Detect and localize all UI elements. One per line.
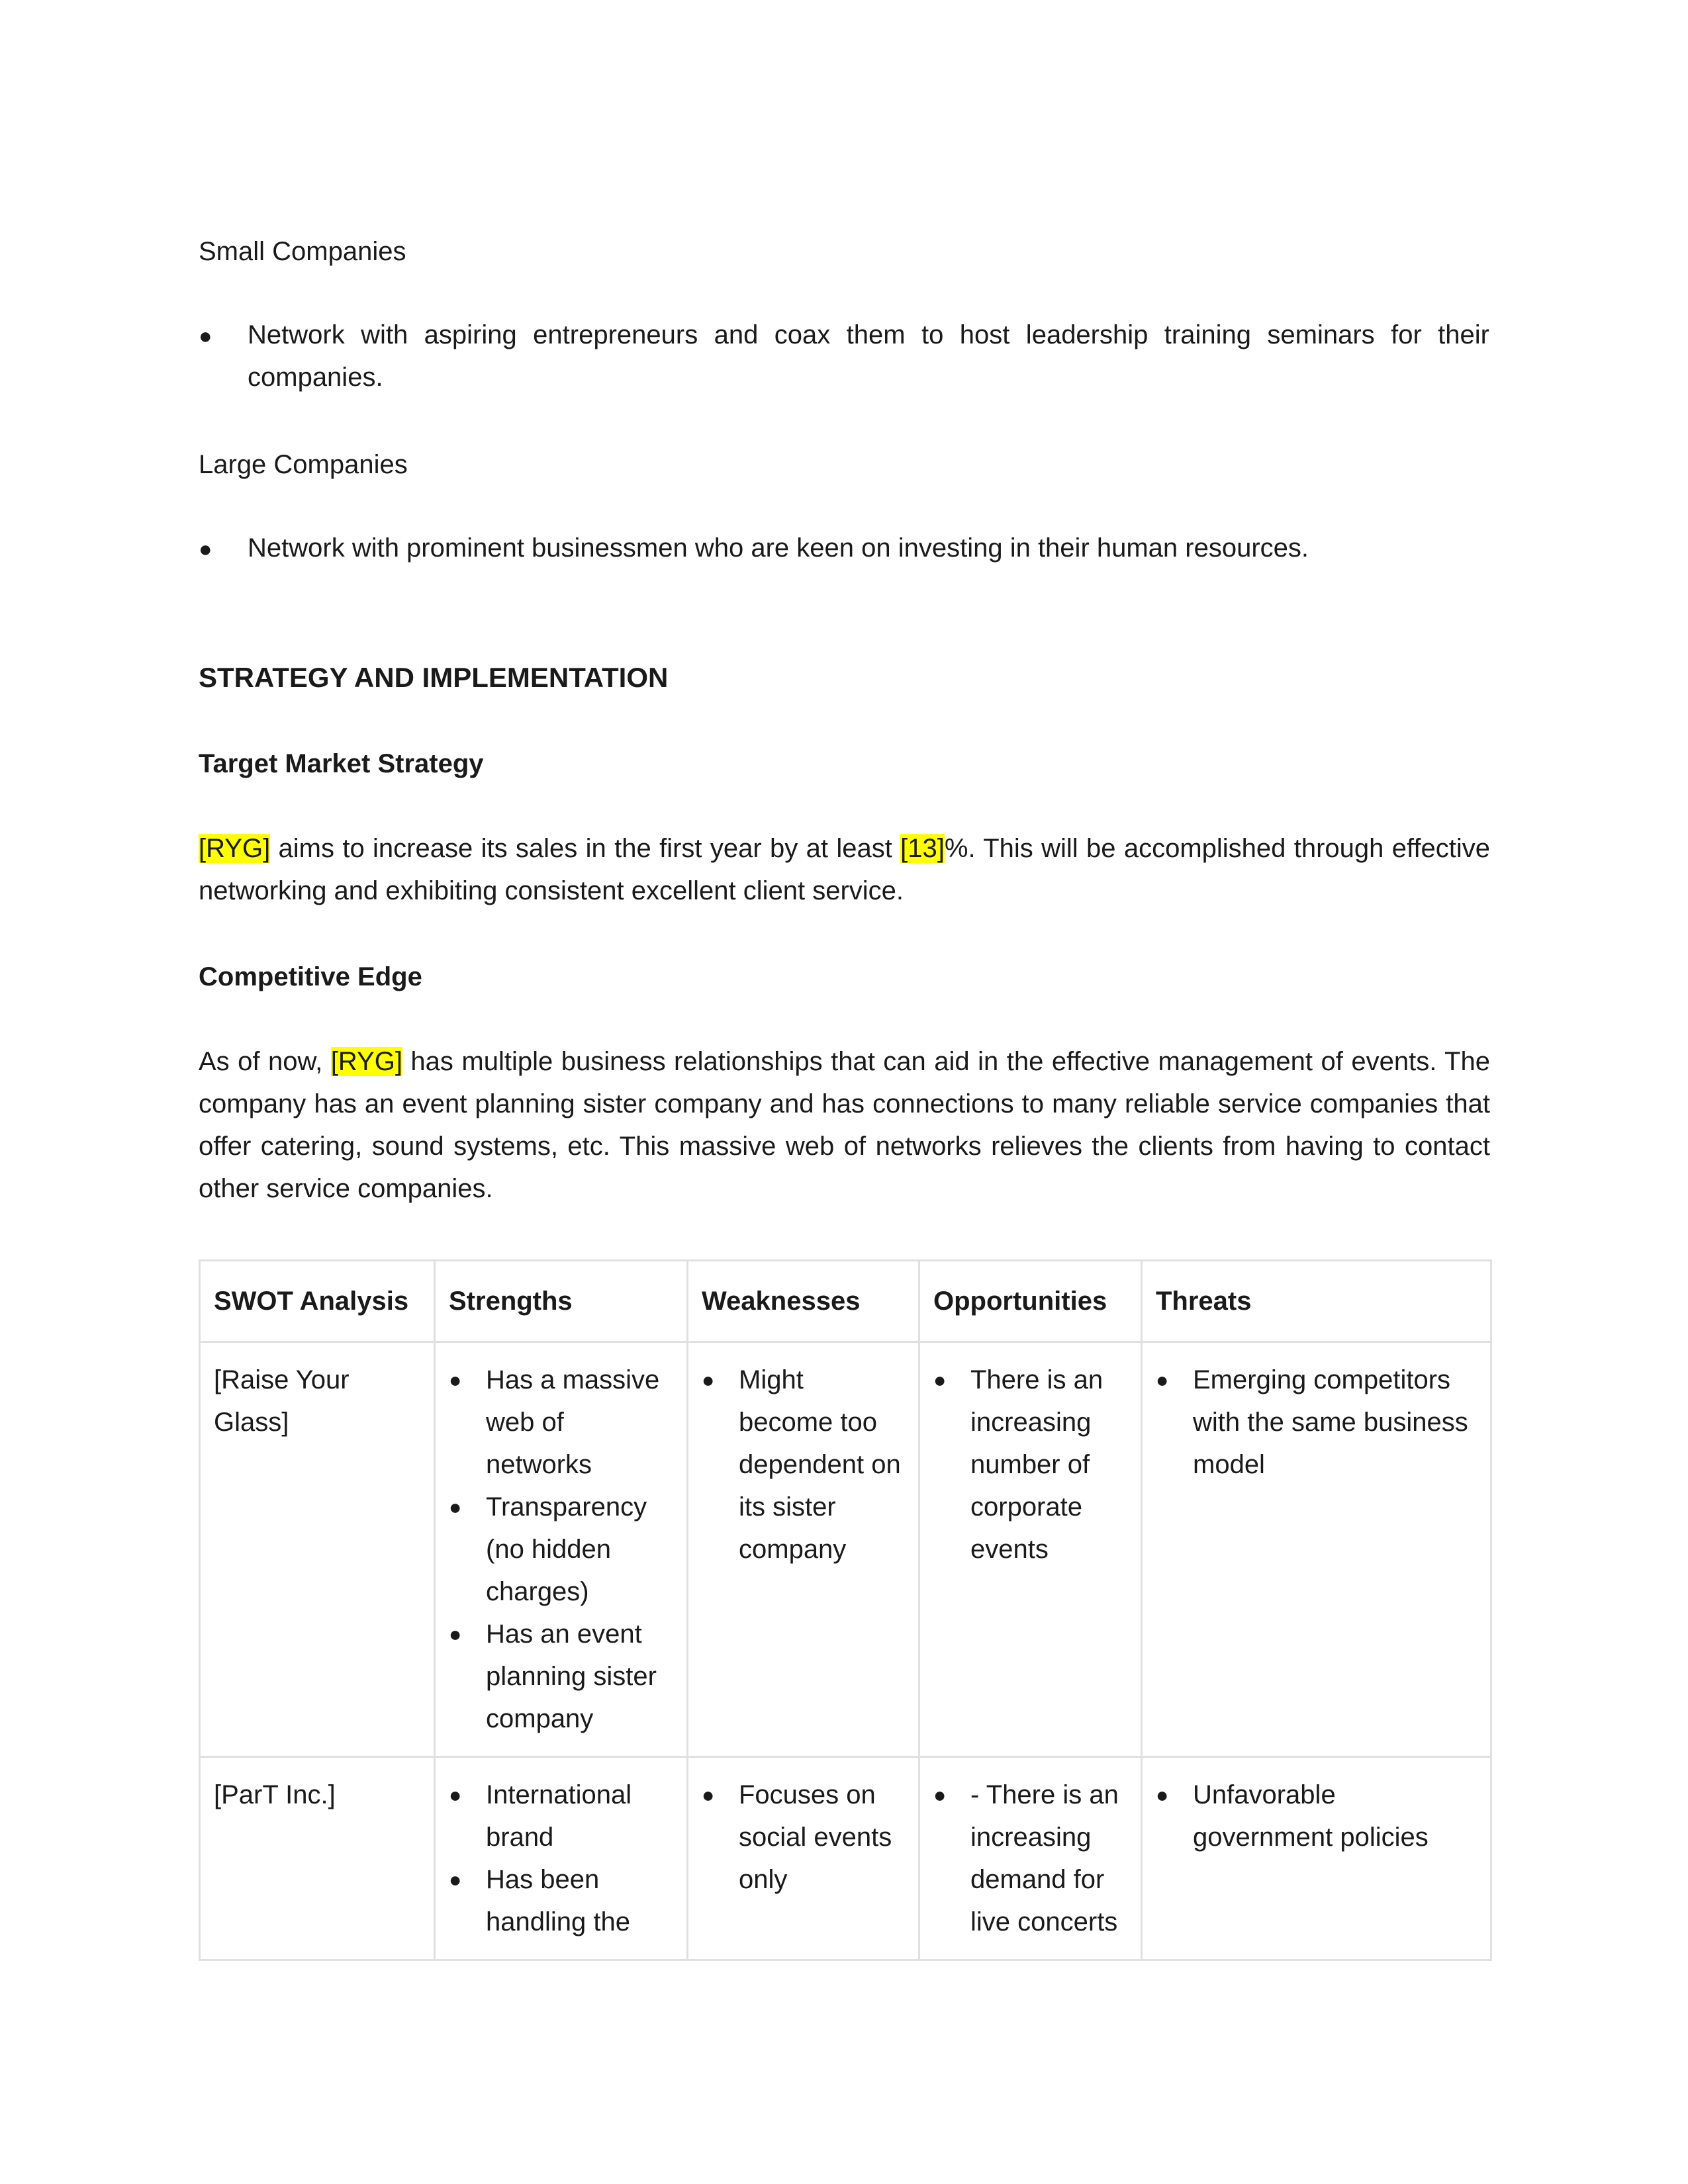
small-companies-bullet-text: Network with aspiring entrepreneurs and coax them to host leadership training seminars for their companies. bbox=[248, 320, 1489, 392]
highlight-percent: [13] bbox=[900, 834, 945, 863]
table-header-row bbox=[200, 1261, 1491, 1342]
list-item: ● International brand bbox=[449, 1774, 673, 1858]
strengths-cell bbox=[435, 1342, 688, 1757]
header-weaknesses: Weaknesses bbox=[688, 1261, 919, 1342]
company-name: [Raise Your Glass] bbox=[200, 1342, 435, 1757]
header-swot-analysis: SWOT Analysis bbox=[200, 1261, 435, 1342]
paragraph-text: has multiple business relationships that can aid in the effective management of events. The company has an event planning sister company and has connections to many reliable service companies that offer catering, sound systems, etc. This massive web of networks relieves the clients from having to contact other service companies. bbox=[199, 1047, 1490, 1203]
highlight-ryg: [RYG] bbox=[330, 1047, 402, 1076]
header-threats: Threats bbox=[1142, 1261, 1491, 1342]
section-title: STRATEGY AND IMPLEMENTATION bbox=[199, 662, 669, 693]
bullet-icon: ● bbox=[199, 324, 212, 349]
list-item: ● - There is an increasing demand for live concerts bbox=[933, 1774, 1127, 1943]
small-companies-heading: Small Companies bbox=[199, 237, 406, 266]
list-item: ● Transparency (no hidden charges) bbox=[449, 1486, 673, 1613]
weaknesses-cell bbox=[688, 1757, 919, 1960]
company-name: [ParT Inc.] bbox=[200, 1757, 435, 1960]
highlight-ryg: [RYG] bbox=[199, 834, 271, 863]
opportunities-cell bbox=[919, 1757, 1142, 1960]
strengths-cell bbox=[435, 1757, 688, 1960]
weaknesses-cell bbox=[688, 1342, 919, 1757]
list-item: ● There is an increasing number of corporate events bbox=[933, 1359, 1127, 1570]
large-companies-bullet-text: Network with prominent businessmen who are keen on investing in their human resources. bbox=[248, 533, 1309, 563]
list-item: ● Has been handling the bbox=[449, 1858, 673, 1943]
competitive-edge-heading: Competitive Edge bbox=[199, 962, 422, 991]
competitive-edge-paragraph bbox=[199, 1040, 1490, 1210]
table-row bbox=[200, 1757, 1491, 1960]
paragraph-text: %. This will be accomplished through effective networking and exhibiting consistent excellent client service. bbox=[199, 834, 1491, 905]
list-item: ● Has a massive web of networks bbox=[449, 1359, 673, 1486]
list-item: ● Has an event planning sister company bbox=[449, 1613, 673, 1740]
header-opportunities: Opportunities bbox=[919, 1261, 1142, 1342]
paragraph-text: aims to increase its sales in the first year by at least bbox=[270, 834, 901, 863]
threats-cell bbox=[1142, 1757, 1491, 1960]
paragraph-text: As of now, bbox=[199, 1047, 331, 1076]
bullet-icon: ● bbox=[199, 537, 212, 562]
list-item: ● Might become too dependent on its sister company bbox=[702, 1359, 905, 1570]
header-strengths: Strengths bbox=[435, 1261, 688, 1342]
target-market-heading: Target Market Strategy bbox=[199, 749, 484, 778]
opportunities-cell bbox=[919, 1342, 1142, 1757]
target-market-paragraph bbox=[199, 827, 1490, 912]
threats-cell bbox=[1142, 1342, 1491, 1757]
list-item: ● Emerging competitors with the same business model bbox=[1156, 1359, 1477, 1486]
large-companies-heading: Large Companies bbox=[199, 450, 408, 479]
list-item: ● Unfavorable government policies bbox=[1156, 1774, 1477, 1858]
swot-table bbox=[199, 1259, 1492, 1961]
list-item: ● Focuses on social events only bbox=[702, 1774, 905, 1901]
table-row bbox=[200, 1342, 1491, 1757]
